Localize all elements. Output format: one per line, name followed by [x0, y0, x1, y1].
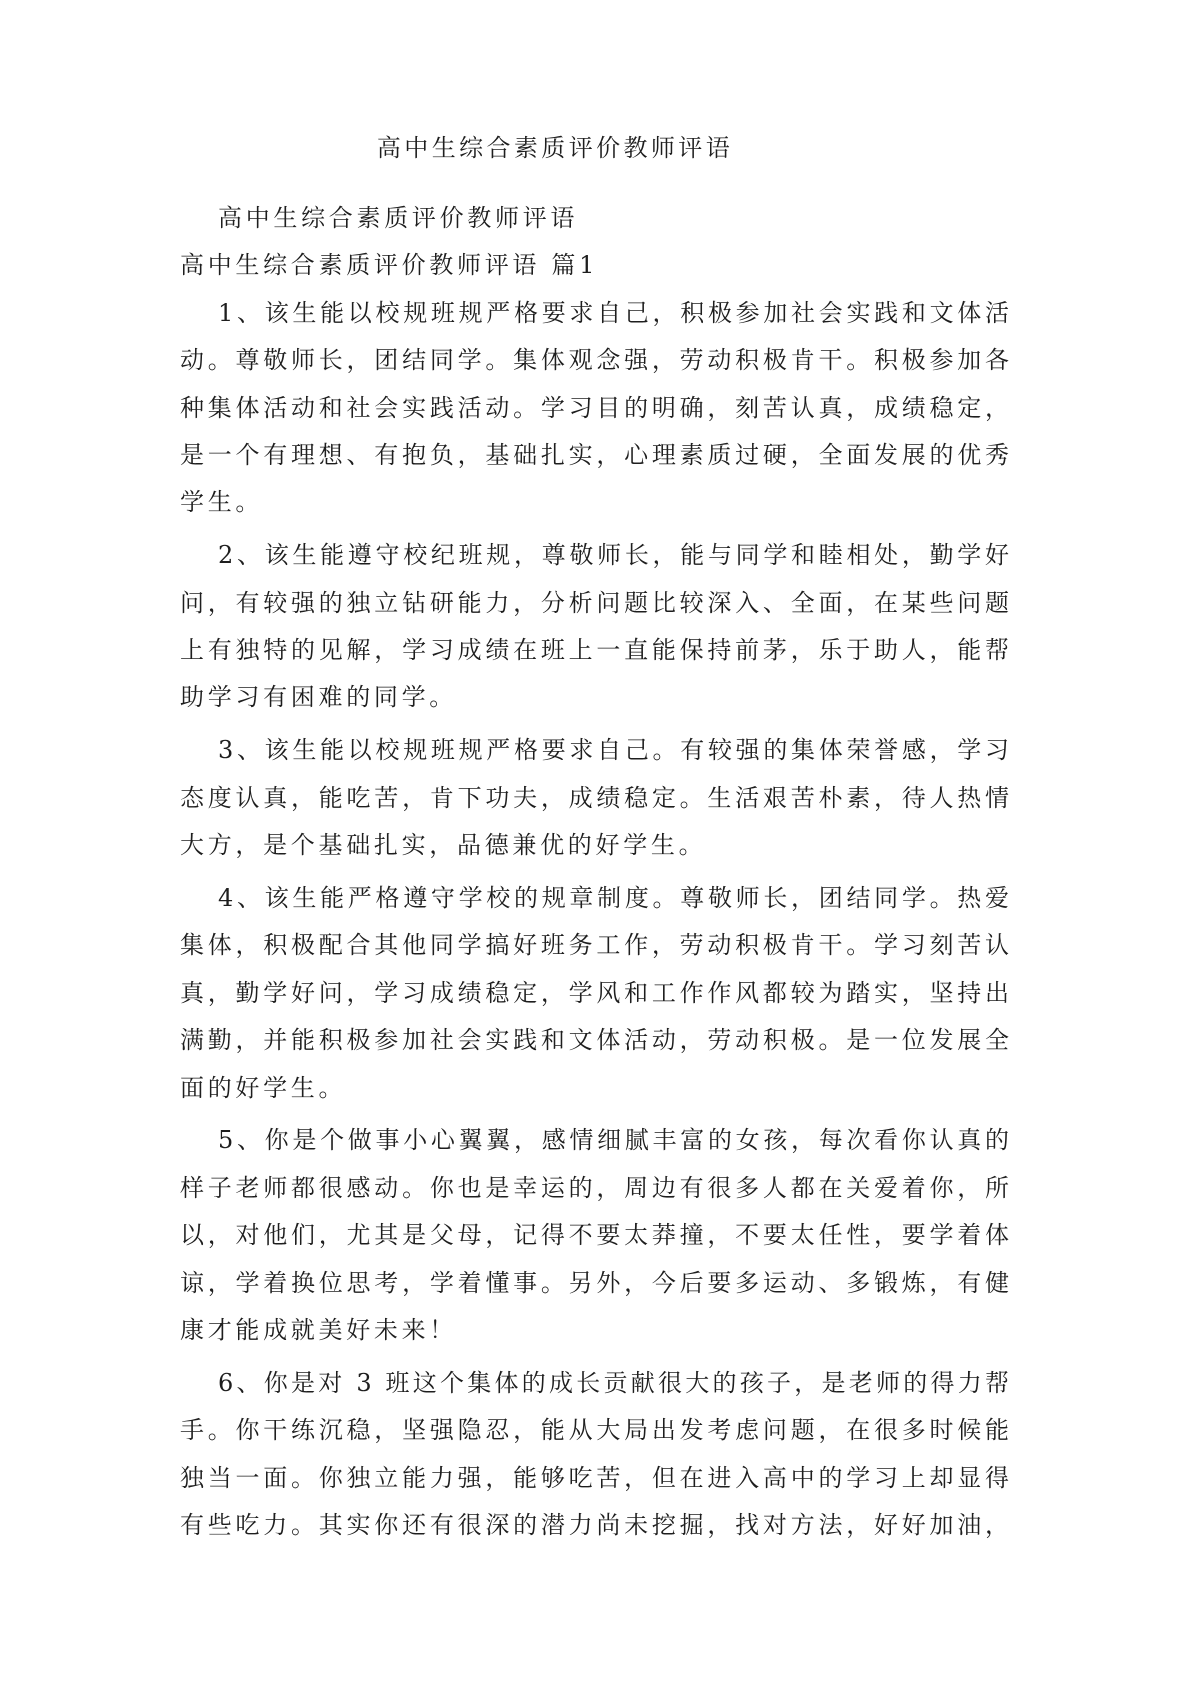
text-line: 满勤，并能积极参加社会实践和文体活动，劳动积极。是一位发展全 — [180, 1026, 1012, 1055]
text-line: 2、该生能遵守校纪班规，尊敬师长，能与同学和睦相处，勤学好 — [218, 541, 1012, 570]
text-line: 问，有较强的独立钻研能力，分析问题比较深入、全面，在某些问题 — [180, 588, 1012, 617]
text-line: 谅，学着换位思考，学着懂事。另外，今后要多运动、多锻炼，有健 — [180, 1268, 1012, 1297]
text-line: 3、该生能以校规班规严格要求自己。有较强的集体荣誉感，学习 — [218, 736, 1012, 765]
document-title: 高中生综合素质评价教师评语 — [376, 134, 734, 162]
text-line: 助学习有困难的同学。 — [180, 683, 457, 712]
paragraph-1 — [180, 290, 1012, 527]
document-body — [180, 195, 1012, 1549]
text-line: 态度认真，能吃苦，肯下功夫，成绩稳定。生活艰苦朴素，待人热情 — [180, 783, 1012, 812]
paragraph-4 — [180, 875, 1012, 1112]
text-line: 是一个有理想、有抱负，基础扎实，心理素质过硬，全面发展的优秀 — [180, 440, 1012, 469]
text-line: 学生。 — [180, 488, 264, 517]
paragraph-2 — [180, 532, 1012, 722]
text-line: 康才能成就美好未来！ — [180, 1315, 457, 1344]
text-line: 种集体活动和社会实践活动。学习目的明确，刻苦认真，成绩稳定， — [180, 393, 1012, 422]
text-line: 以，对他们，尤其是父母，记得不要太莽撞，不要太任性，要学着体 — [180, 1221, 1012, 1250]
text-line: 6、你是对 3 班这个集体的成长贡献很大的孩子，是老师的得力帮 — [218, 1368, 1012, 1397]
paragraph-5 — [180, 1117, 1012, 1354]
section-heading: 高中生综合素质评价教师评语 篇1 — [180, 251, 599, 280]
paragraph-3 — [180, 727, 1012, 869]
text-line: 5、你是个做事小心翼翼，感情细腻丰富的女孩，每次看你认真的 — [218, 1126, 1012, 1155]
text-line: 集体，积极配合其他同学搞好班务工作，劳动积极肯干。学习刻苦认 — [180, 931, 1012, 960]
subtitle: 高中生综合素质评价教师评语 — [218, 204, 579, 232]
text-line: 有些吃力。其实你还有很深的潜力尚未挖掘，找对方法，好好加油， — [180, 1511, 1012, 1540]
text-line: 4、该生能严格遵守学校的规章制度。尊敬师长，团结同学。热爱 — [218, 883, 1012, 912]
text-line: 上有独特的见解，学习成绩在班上一直能保持前茅，乐于助人，能帮 — [180, 636, 1012, 665]
text-line: 真，勤学好问，学习成绩稳定，学风和工作作风都较为踏实，坚持出 — [180, 978, 1012, 1007]
paragraph-6 — [180, 1360, 1012, 1550]
text-line: 样子老师都很感动。你也是幸运的，周边有很多人都在关爱着你，所 — [180, 1173, 1012, 1202]
text-line: 动。尊敬师长，团结同学。集体观念强，劳动积极肯干。积极参加各 — [180, 346, 1012, 375]
text-line: 手。你干练沉稳，坚强隐忍，能从大局出发考虑问题，在很多时候能 — [180, 1416, 1012, 1445]
text-line: 1、该生能以校规班规严格要求自己，积极参加社会实践和文体活 — [218, 298, 1012, 327]
text-line: 面的好学生。 — [180, 1073, 347, 1102]
text-line: 独当一面。你独立能力强，能够吃苦，但在进入高中的学习上却显得 — [180, 1463, 1012, 1492]
text-line: 大方，是个基础扎实，品德兼优的好学生。 — [180, 831, 707, 860]
